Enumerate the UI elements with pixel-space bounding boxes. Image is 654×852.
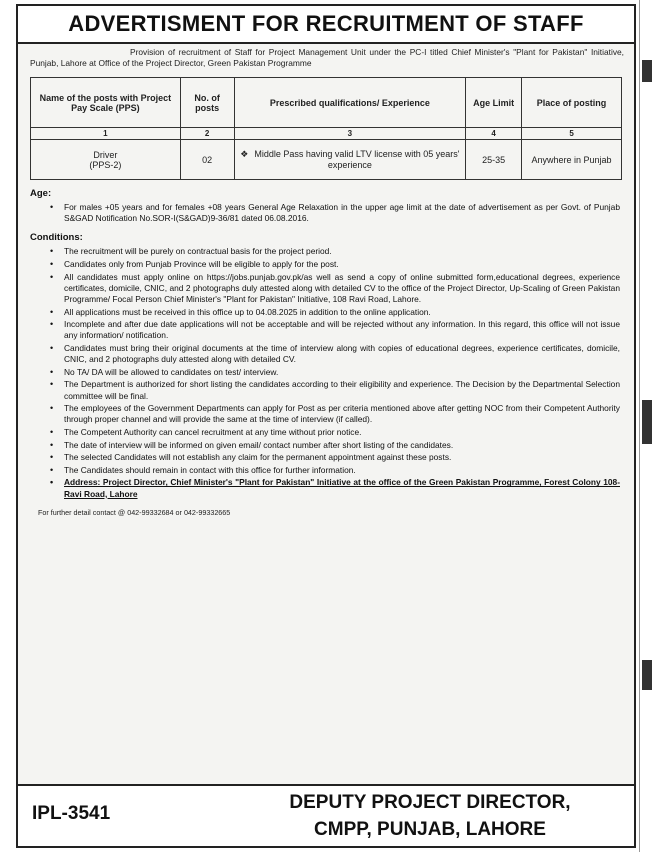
adjacent-page-strip bbox=[639, 0, 654, 852]
diamond-bullet-icon: ❖ bbox=[240, 149, 249, 159]
conditions-heading: Conditions: bbox=[30, 232, 83, 244]
column-number-row bbox=[31, 128, 622, 140]
condition-item: • Incomplete and after due date applications will not be acceptable and will be rejected without any information. In this regard, this office will not issue any information/ notification. bbox=[48, 319, 620, 341]
advertisement bbox=[16, 4, 636, 848]
condition-item: • All candidates must apply online on https://jobs.punjab.gov.pk/as well as send a copy of online submitted form,educational degrees, experience certificates, domicile, CNIC, and 2 photographs duly attested along with detailed CV to the office of the Project Director, Up-Scaling of Green Pakistan Programme/ Focal Person Chief Minister's "Plant for Pakistan" Initiative, 108 Ravi Road, Lahore. bbox=[48, 272, 620, 306]
table-row bbox=[31, 140, 622, 180]
post-name: Driver bbox=[93, 149, 118, 160]
condition-item: • All applications must be received in this office up to 04.08.2025 in addition to the online application. bbox=[48, 307, 620, 318]
qualification-text: Middle Pass having valid LTV license with 05 years' experience bbox=[254, 149, 460, 170]
condition-item: • No TA/ DA will be allowed to candidates on test/ interview. bbox=[48, 367, 620, 378]
post-scale: (PPS-2) bbox=[89, 159, 122, 170]
condition-item: • The employees of the Government Departments can apply for Post as per criteria mentioned above after getting NOC from their Competent Authority through proper channel and will provide the same at the time of interview (if called). bbox=[48, 403, 620, 425]
column-number: 1 bbox=[31, 128, 181, 140]
header-post-name: Name of the posts with Project Pay Scale (PPS) bbox=[31, 78, 181, 128]
signatory bbox=[240, 789, 620, 843]
header-no-of-posts: No. of posts bbox=[180, 78, 234, 128]
column-number: 2 bbox=[180, 128, 234, 140]
condition-item: • The Competent Authority can cancel recruitment at any time without prior notice. bbox=[48, 427, 620, 438]
condition-item: • The Candidates should remain in contact with this office for further information. bbox=[48, 465, 620, 476]
age-heading: Age: bbox=[30, 188, 52, 199]
posts-table bbox=[30, 77, 622, 180]
strip-mark bbox=[642, 660, 652, 690]
intro-text: Provision of recruitment of Staff for Project Management Unit under the PC-I titled Chief Minister's "Plant for Pakistan" Initiative, Punjab, Lahore at Office of the Project Director, Green Pakistan Programme bbox=[30, 47, 624, 68]
condition-item: • The recruitment will be purely on contractual basis for the project period. bbox=[48, 246, 620, 257]
age-list bbox=[48, 202, 620, 224]
column-number: 4 bbox=[466, 128, 522, 140]
ad-title: ADVERTISMENT FOR RECRUITMENT OF STAFF bbox=[18, 6, 634, 44]
address-item: • Address: Project Director, Chief Minister's "Plant for Pakistan" Initiative at the office of the Green Pakistan Programme, Forest Colony 108-Ravi Road, Lahore bbox=[48, 477, 620, 499]
signatory-title: DEPUTY PROJECT DIRECTOR, bbox=[289, 792, 571, 813]
condition-item: • Candidates only from Punjab Province will be eligible to apply for the post. bbox=[48, 259, 620, 270]
header-age-limit: Age Limit bbox=[466, 78, 522, 128]
footer bbox=[18, 784, 634, 846]
qualification-cell bbox=[234, 140, 466, 180]
column-number: 3 bbox=[234, 128, 466, 140]
post-count: 02 bbox=[180, 140, 234, 180]
condition-item: • The selected Candidates will not establish any claim for the permanent appointment against these posts. bbox=[48, 452, 620, 463]
place-of-posting: Anywhere in Punjab bbox=[522, 140, 622, 180]
signatory-office: CMPP, PUNJAB, LAHORE bbox=[314, 819, 546, 840]
post-name-cell bbox=[31, 140, 181, 180]
strip-mark bbox=[642, 60, 652, 82]
header-qualifications: Prescribed qualifications/ Experience bbox=[234, 78, 466, 128]
condition-item: • The date of interview will be informed on given email/ contact number after short listing of the candidates. bbox=[48, 440, 620, 451]
age-relaxation-text: • For males +05 years and for females +08 years General Age Relaxation in the upper age limit at the date of advertisement as per Govt. of Punjab S&GAD Notification No.SOR-I(S&GAD)9-36/81 dated 06.08.2016. bbox=[48, 202, 620, 224]
condition-item: • The Department is authorized for short listing the candidates according to their eligibility and experience. The Decision by the Departmental Selection committee will be final. bbox=[48, 379, 620, 401]
further-contact: For further detail contact @ 042-99332684 or 042-99332665 bbox=[38, 507, 231, 517]
condition-item: • Candidates must bring their original documents at the time of interview along with copies of educational degrees, experience certificates, domicile, CNIC, and 2 photographs duly attested along with detailed CV. bbox=[48, 343, 620, 365]
age-limit: 25-35 bbox=[466, 140, 522, 180]
conditions-list bbox=[48, 246, 620, 499]
strip-mark bbox=[642, 400, 652, 444]
header-place-of-posting: Place of posting bbox=[522, 78, 622, 128]
column-number: 5 bbox=[522, 128, 622, 140]
ipl-number: IPL-3541 bbox=[32, 803, 111, 824]
